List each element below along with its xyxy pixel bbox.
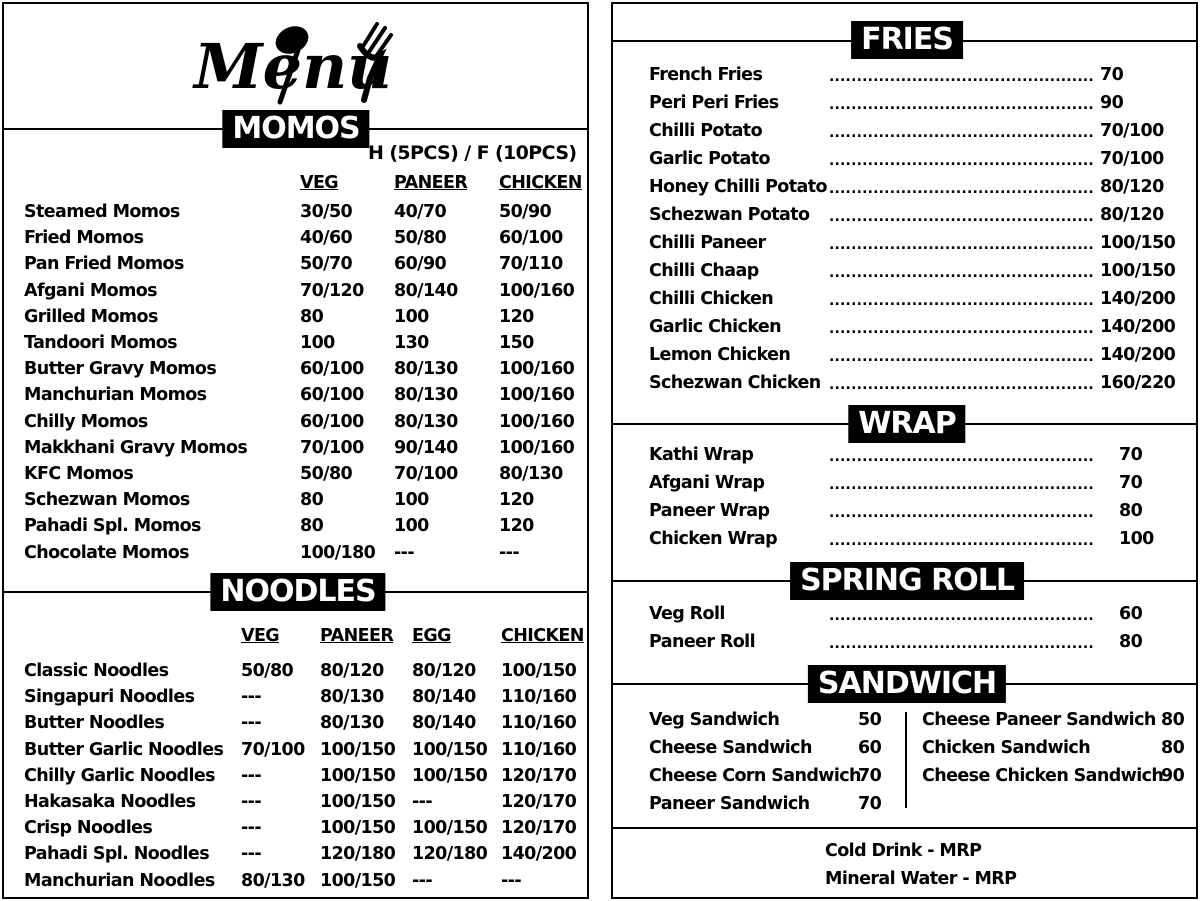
momos-item-name: Steamed Momos (24, 202, 180, 222)
dotted-leader: ................................................ (829, 321, 1094, 337)
momos-price-veg: 60/100 (300, 385, 364, 406)
sandwich-item-name: Cheese Chicken Sandwich (922, 766, 1164, 786)
momos-price-veg: 60/100 (300, 411, 364, 432)
noodles-price-chicken: 120/170 (501, 792, 577, 812)
momos-item-name: Makkhani Gravy Momos (24, 437, 248, 458)
momos-item-name: Schezwan Momos (24, 490, 190, 511)
momos-price-chicken: 50/90 (499, 202, 552, 222)
fries-item-price: 70 (1100, 65, 1124, 85)
noodles-price-paneer: 100/150 (320, 818, 396, 839)
noodles-price-veg: --- (241, 713, 261, 734)
momos-price-veg: 60/100 (300, 359, 364, 380)
momos-price-chicken: 100/160 (499, 280, 575, 301)
noodles-price-chicken: 110/160 (501, 739, 577, 760)
noodles-item-name: Manchurian Noodles (24, 870, 215, 891)
sandwich-item-price: 50 (858, 710, 882, 730)
dotted-leader: ................................................ (829, 265, 1094, 281)
dotted-leader: ................................................ (829, 636, 1094, 652)
momos-item-name: Grilled Momos (24, 306, 158, 327)
noodles-price-veg: --- (241, 844, 261, 865)
dotted-leader: ................................................ (829, 533, 1094, 549)
sandwich-item-name: Cheese Paneer Sandwich (922, 710, 1156, 730)
noodles-item-name: Hakasaka Noodles (24, 792, 196, 812)
wrap-item-name: Chicken Wrap (649, 529, 778, 549)
momos-item-name: Butter Gravy Momos (24, 359, 217, 380)
momos-price-chicken: 150 (499, 333, 534, 353)
noodles-price-egg: 80/140 (412, 713, 476, 734)
sandwich-item-price: 90 (1161, 766, 1185, 786)
sandwich-item-name: Chicken Sandwich (922, 738, 1091, 758)
dotted-leader: ................................................ (829, 449, 1094, 465)
momos-price-chicken: --- (499, 542, 519, 563)
spring-roll-item-name: Paneer Roll (649, 632, 755, 652)
dotted-leader: ................................................ (829, 377, 1094, 393)
noodles-price-veg: --- (241, 792, 261, 812)
momos-price-chicken: 80/130 (499, 464, 563, 484)
momos-column-header: PANEER (394, 173, 468, 193)
momos-column-header: VEG (300, 173, 339, 193)
wrap-item-price: 80 (1119, 501, 1143, 521)
portion-note: H (5PCS) / F (10PCS) (368, 142, 577, 164)
momos-price-paneer: 80/130 (394, 411, 458, 432)
momos-price-veg: 80 (300, 490, 324, 511)
sandwich-item-price: 60 (858, 738, 882, 758)
momos-price-paneer: 100 (394, 306, 429, 327)
noodles-price-chicken: 120/170 (501, 765, 577, 786)
momos-item-name: Pan Fried Momos (24, 254, 184, 275)
momos-price-paneer: 80/130 (394, 359, 458, 380)
spring-roll-item-name: Veg Roll (649, 604, 725, 624)
momos-item-name: Afgani Momos (24, 280, 157, 301)
divider (613, 827, 1196, 829)
momos-price-veg: 30/50 (300, 202, 353, 222)
noodles-title: NOODLES (210, 573, 385, 611)
noodles-price-paneer: 100/150 (320, 870, 396, 891)
fries-item-price: 90 (1100, 93, 1124, 113)
noodles-item-name: Crisp Noodles (24, 818, 153, 839)
right-menu-panel (611, 2, 1198, 899)
momos-price-veg: 80 (300, 306, 324, 327)
momos-item-name: KFC Momos (24, 464, 134, 484)
noodles-column-header: VEG (241, 626, 280, 646)
wrap-item-name: Paneer Wrap (649, 501, 770, 521)
noodles-price-paneer: 100/150 (320, 765, 396, 786)
fries-item-price: 140/200 (1100, 345, 1176, 365)
sandwich-divider (905, 712, 907, 808)
wrap-item-price: 70 (1119, 445, 1143, 465)
noodles-price-chicken: 120/170 (501, 818, 577, 839)
momos-price-veg: 80 (300, 516, 324, 537)
dotted-leader: ................................................ (829, 209, 1094, 225)
fries-item-price: 100/150 (1100, 233, 1176, 253)
momos-price-paneer: 80/140 (394, 280, 458, 301)
noodles-price-egg: 100/150 (412, 739, 488, 760)
noodles-item-name: Butter Garlic Noodles (24, 739, 224, 760)
wrap-item-price: 70 (1119, 473, 1143, 493)
noodles-column-header: CHICKEN (501, 626, 584, 646)
sandwich-item-price: 70 (858, 766, 882, 786)
fries-item-name: Lemon Chicken (649, 345, 791, 365)
wrap-item-name: Afgani Wrap (649, 473, 765, 493)
fries-item-name: French Fries (649, 65, 763, 85)
noodles-item-name: Singapuri Noodles (24, 687, 195, 708)
noodles-item-name: Pahadi Spl. Noodles (24, 844, 210, 865)
noodles-price-veg: --- (241, 687, 261, 708)
sandwich-item-name: Cheese Corn Sandwich (649, 766, 861, 786)
momos-price-chicken: 100/160 (499, 437, 575, 458)
noodles-price-egg: 80/140 (412, 687, 476, 708)
noodles-price-chicken: 100/150 (501, 661, 577, 681)
noodles-price-paneer: 100/150 (320, 739, 396, 760)
fries-item-price: 70/100 (1100, 121, 1164, 141)
momos-price-chicken: 100/160 (499, 385, 575, 406)
momos-price-veg: 40/60 (300, 228, 353, 249)
fries-item-name: Schezwan Potato (649, 205, 810, 225)
momos-price-paneer: 70/100 (394, 464, 458, 484)
fries-item-name: Peri Peri Fries (649, 93, 779, 113)
noodles-price-chicken: 140/200 (501, 844, 577, 865)
noodles-price-egg: 80/120 (412, 661, 476, 681)
wrap-item-price: 100 (1119, 529, 1154, 549)
noodles-price-veg: 50/80 (241, 661, 294, 681)
momos-price-veg: 100 (300, 333, 335, 353)
sandwich-item-price: 70 (858, 794, 882, 814)
momos-price-veg: 100/180 (300, 542, 376, 563)
momos-item-name: Fried Momos (24, 228, 144, 249)
wrap-item-name: Kathi Wrap (649, 445, 754, 465)
menu-logo (194, 18, 414, 108)
fries-item-name: Chilli Chicken (649, 289, 774, 309)
momos-column-header: CHICKEN (499, 173, 582, 193)
momos-price-chicken: 60/100 (499, 228, 563, 249)
dotted-leader: ................................................ (829, 293, 1094, 309)
dotted-leader: ................................................ (829, 349, 1094, 365)
momos-price-paneer: 100 (394, 516, 429, 537)
momos-price-paneer: 60/90 (394, 254, 447, 275)
spring-roll-title: SPRING ROLL (790, 562, 1024, 600)
fries-item-price: 140/200 (1100, 317, 1176, 337)
fries-item-price: 140/200 (1100, 289, 1176, 309)
fries-title: FRIES (851, 21, 963, 59)
momos-price-chicken: 100/160 (499, 359, 575, 380)
momos-price-chicken: 120 (499, 306, 534, 327)
momos-price-paneer: 100 (394, 490, 429, 511)
dotted-leader: ................................................ (829, 237, 1094, 253)
momos-price-chicken: 120 (499, 490, 534, 511)
dotted-leader: ................................................ (829, 477, 1094, 493)
momos-price-veg: 50/80 (300, 464, 353, 484)
fries-item-name: Chilli Paneer (649, 233, 766, 253)
dotted-leader: ................................................ (829, 153, 1094, 169)
drink-line: Mineral Water - MRP (825, 869, 1017, 889)
noodles-column-header: PANEER (320, 626, 394, 646)
wrap-title: WRAP (848, 405, 965, 443)
fries-item-name: Chilli Potato (649, 121, 762, 141)
noodles-price-paneer: 80/130 (320, 687, 384, 708)
momos-price-veg: 70/120 (300, 280, 364, 301)
noodles-price-veg: --- (241, 818, 261, 839)
noodles-price-chicken: 110/160 (501, 713, 577, 734)
momos-item-name: Pahadi Spl. Momos (24, 516, 201, 537)
noodles-item-name: Chilly Garlic Noodles (24, 765, 215, 786)
momos-price-veg: 70/100 (300, 437, 364, 458)
momos-price-paneer: 40/70 (394, 202, 447, 222)
fries-item-name: Honey Chilli Potato (649, 177, 827, 197)
noodles-price-veg: 80/130 (241, 870, 305, 891)
dotted-leader: ................................................ (829, 181, 1094, 197)
menu-logo-text: Menu (194, 30, 393, 103)
noodles-price-paneer: 80/120 (320, 661, 384, 681)
noodles-price-egg: 100/150 (412, 765, 488, 786)
fries-item-name: Garlic Potato (649, 149, 770, 169)
noodles-price-paneer: 80/130 (320, 713, 384, 734)
noodles-price-egg: --- (412, 792, 432, 812)
fries-item-price: 100/150 (1100, 261, 1176, 281)
noodles-item-name: Butter Noodles (24, 713, 165, 734)
momos-item-name: Manchurian Momos (24, 385, 207, 406)
momos-item-name: Chilly Momos (24, 411, 148, 432)
noodles-price-veg: --- (241, 765, 261, 786)
momos-price-paneer: 90/140 (394, 437, 458, 458)
fries-item-price: 160/220 (1100, 373, 1176, 393)
fries-item-price: 80/120 (1100, 205, 1164, 225)
momos-price-paneer: 130 (394, 333, 429, 353)
noodles-price-veg: 70/100 (241, 739, 305, 760)
momos-price-veg: 50/70 (300, 254, 353, 275)
momos-price-chicken: 70/110 (499, 254, 563, 275)
dotted-leader: ................................................ (829, 608, 1094, 624)
fries-item-price: 70/100 (1100, 149, 1164, 169)
fries-item-price: 80/120 (1100, 177, 1164, 197)
sandwich-item-name: Cheese Sandwich (649, 738, 812, 758)
dotted-leader: ................................................ (829, 69, 1094, 85)
momos-price-chicken: 100/160 (499, 411, 575, 432)
momos-item-name: Tandoori Momos (24, 333, 177, 353)
noodles-price-chicken: 110/160 (501, 687, 577, 708)
spring-roll-item-price: 80 (1119, 632, 1143, 652)
momos-title: MOMOS (222, 110, 369, 148)
fries-item-name: Schezwan Chicken (649, 373, 821, 393)
drink-line: Cold Drink - MRP (825, 841, 982, 861)
spring-roll-item-price: 60 (1119, 604, 1143, 624)
dotted-leader: ................................................ (829, 125, 1094, 141)
momos-item-name: Chocolate Momos (24, 542, 189, 563)
sandwich-title: SANDWICH (808, 665, 1006, 703)
noodles-price-egg: 120/180 (412, 844, 488, 865)
noodles-price-egg: --- (412, 870, 432, 891)
sandwich-item-name: Paneer Sandwich (649, 794, 810, 814)
sandwich-item-price: 80 (1161, 738, 1185, 758)
momos-price-chicken: 120 (499, 516, 534, 537)
noodles-price-chicken: --- (501, 870, 521, 891)
noodles-price-egg: 100/150 (412, 818, 488, 839)
left-menu-panel (2, 2, 589, 899)
momos-price-paneer: 50/80 (394, 228, 447, 249)
dotted-leader: ................................................ (829, 505, 1094, 521)
sandwich-item-name: Veg Sandwich (649, 710, 780, 730)
sandwich-item-price: 80 (1161, 710, 1185, 730)
noodles-price-paneer: 120/180 (320, 844, 396, 865)
dotted-leader: ................................................ (829, 97, 1094, 113)
noodles-price-paneer: 100/150 (320, 792, 396, 812)
fries-item-name: Chilli Chaap (649, 261, 759, 281)
noodles-item-name: Classic Noodles (24, 661, 169, 681)
momos-price-paneer: --- (394, 542, 414, 563)
momos-price-paneer: 80/130 (394, 385, 458, 406)
noodles-column-header: EGG (412, 626, 451, 646)
fries-item-name: Garlic Chicken (649, 317, 782, 337)
